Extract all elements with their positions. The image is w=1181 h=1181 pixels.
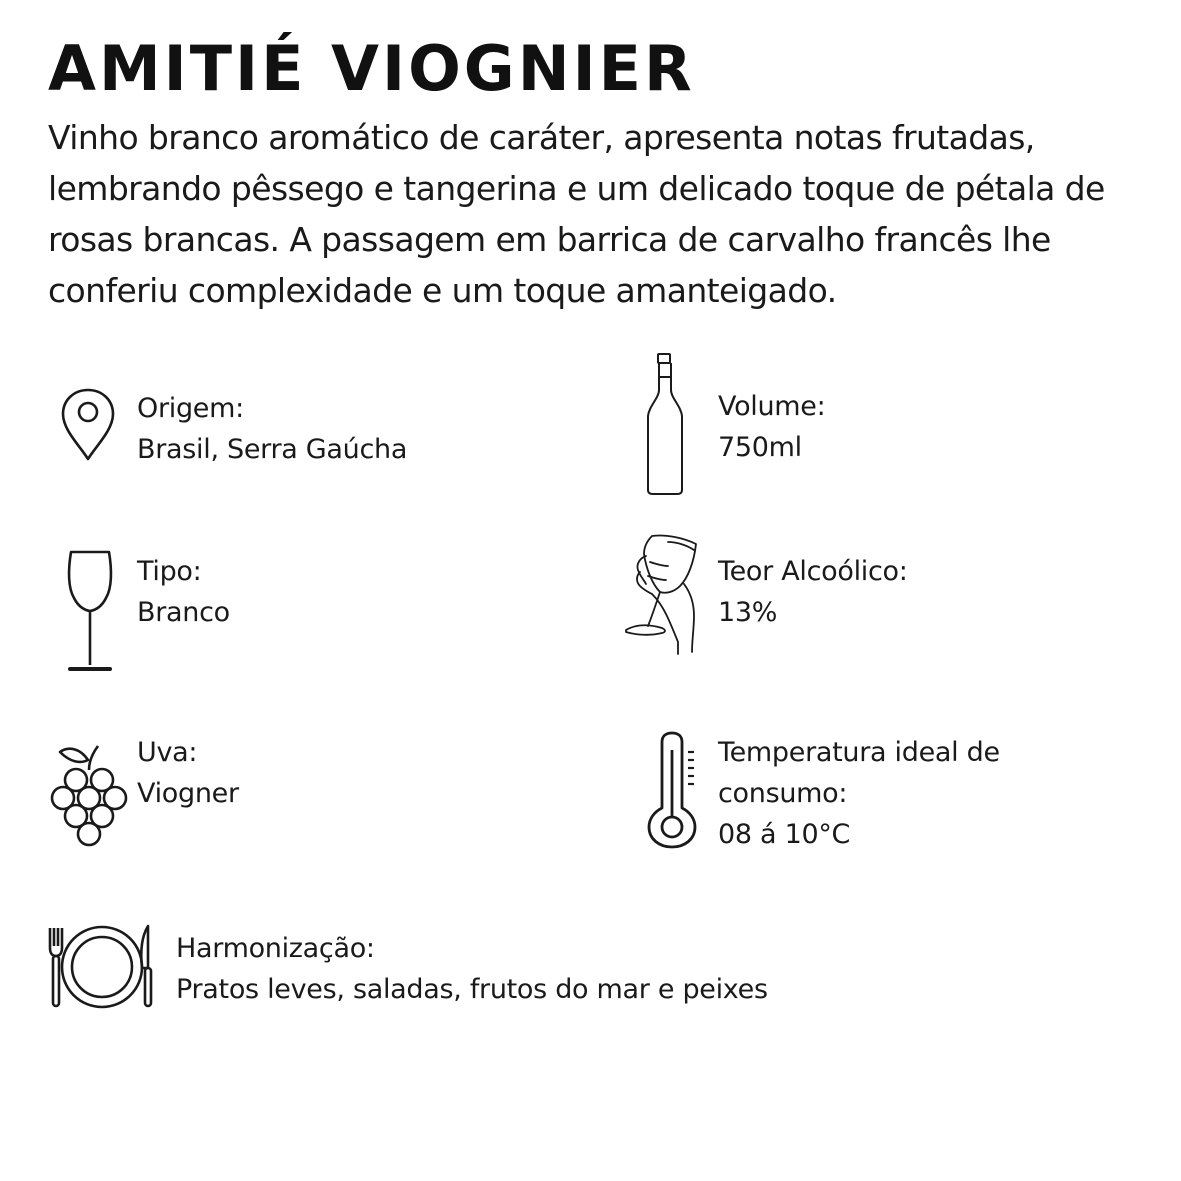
temperature-value: 08 á 10°C (718, 819, 851, 850)
pairing-info (176, 928, 768, 1010)
grapes-icon (46, 740, 132, 850)
volume-info (718, 386, 825, 468)
grape-label: Uva: (137, 737, 198, 768)
origin-value: Brasil, Serra Gaúcha (137, 434, 408, 465)
type-value: Branco (137, 597, 230, 628)
product-description: Vinho branco aromático de caráter, apresenta notas frutadas, lembrando pêssego e tangerina e um delicado toque de pétala de rosas brancas. A passagem em barrica de carvalho francês lhe conferiu complexidade e um toque amanteigado. (48, 118, 1105, 310)
plate-cutlery-icon (46, 924, 158, 1010)
grape-info (137, 732, 239, 814)
alcohol-info (718, 551, 908, 633)
pairing-label: Harmonização: (176, 933, 375, 964)
location-pin-icon (60, 388, 116, 462)
thermometer-icon (646, 730, 698, 850)
alcohol-label: Teor Alcoólico: (718, 556, 908, 587)
temperature-info (718, 732, 1058, 855)
wine-bottle-icon (645, 352, 685, 496)
product-title: AMITIÉ VIOGNIER (48, 32, 695, 105)
type-label: Tipo: (137, 556, 202, 587)
hand-holding-glass-icon (622, 532, 704, 656)
type-info (137, 551, 230, 633)
volume-value: 750ml (718, 432, 802, 463)
pairing-value: Pratos leves, saladas, frutos do mar e peixes (176, 974, 768, 1005)
grape-value: Viogner (137, 778, 239, 809)
alcohol-value: 13% (718, 597, 778, 628)
temperature-label: Temperatura ideal de consumo: (718, 737, 1000, 809)
origin-label: Origem: (137, 393, 244, 424)
origin-info (137, 388, 407, 470)
wine-glass-icon (66, 550, 114, 672)
volume-label: Volume: (718, 391, 826, 422)
